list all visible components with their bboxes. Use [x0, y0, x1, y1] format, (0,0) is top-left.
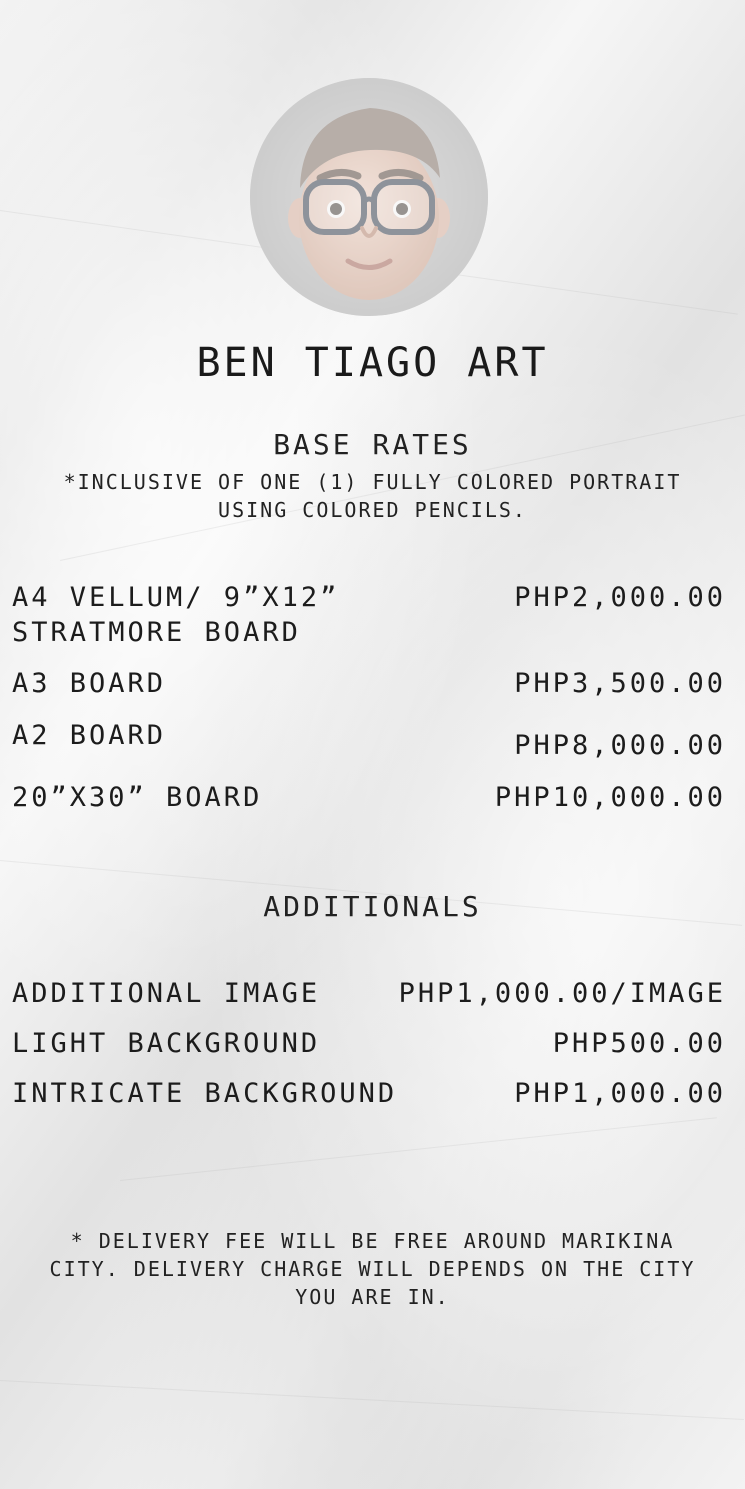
rate-label: A2 BOARD	[12, 720, 167, 751]
base-rates-note-line: USING COLORED PENCILS.	[218, 498, 527, 522]
delivery-note-line: CITY. DELIVERY CHARGE WILL DEPENDS ON THE CITY	[49, 1257, 696, 1281]
base-rates-heading: BASE RATES	[273, 428, 472, 461]
rate-row-20x30	[12, 780, 726, 815]
delivery-note-line: YOU ARE IN.	[295, 1285, 450, 1309]
additional-row-intricate-bg	[12, 1076, 726, 1111]
rate-label: 20”X30” BOARD	[12, 782, 263, 813]
rate-label: A3 BOARD	[12, 668, 167, 699]
delivery-note	[10, 1227, 735, 1311]
rate-price: PHP8,000.00	[514, 730, 726, 761]
avatar	[250, 78, 488, 316]
additional-row-light-bg	[12, 1026, 726, 1061]
additionals-heading: ADDITIONALS	[263, 890, 482, 923]
additional-label: ADDITIONAL IMAGE	[12, 978, 321, 1009]
memoji-avatar-icon	[250, 78, 488, 316]
base-rates-note-line: *INCLUSIVE OF ONE (1) FULLY COLORED PORTRAIT	[63, 470, 682, 494]
rate-price: PHP2,000.00	[514, 582, 726, 613]
rate-row-a3	[12, 666, 726, 701]
rate-label	[12, 580, 339, 650]
rate-row-a2	[12, 718, 726, 778]
rate-row-a4	[12, 580, 726, 650]
additional-label: INTRICATE BACKGROUND	[12, 1078, 398, 1109]
rate-label-line: STRATMORE BOARD	[12, 617, 301, 648]
additional-price: PHP1,000.00	[514, 1078, 726, 1109]
additional-price: PHP1,000.00/IMAGE	[398, 978, 726, 1009]
additional-label: LIGHT BACKGROUND	[12, 1028, 321, 1059]
additional-price: PHP500.00	[552, 1028, 726, 1059]
paper-crease	[120, 1117, 717, 1181]
rate-label-line: A4 VELLUM/ 9”X12”	[12, 582, 340, 613]
base-rates-note	[20, 468, 725, 524]
delivery-note-line: * DELIVERY FEE WILL BE FREE AROUND MARIKINA	[70, 1229, 675, 1253]
paper-crease	[0, 1380, 744, 1420]
rate-price: PHP10,000.00	[494, 782, 726, 813]
rate-price: PHP3,500.00	[514, 668, 726, 699]
additional-row-image	[12, 976, 726, 1011]
page-title: BEN TIAGO ART	[196, 340, 549, 386]
